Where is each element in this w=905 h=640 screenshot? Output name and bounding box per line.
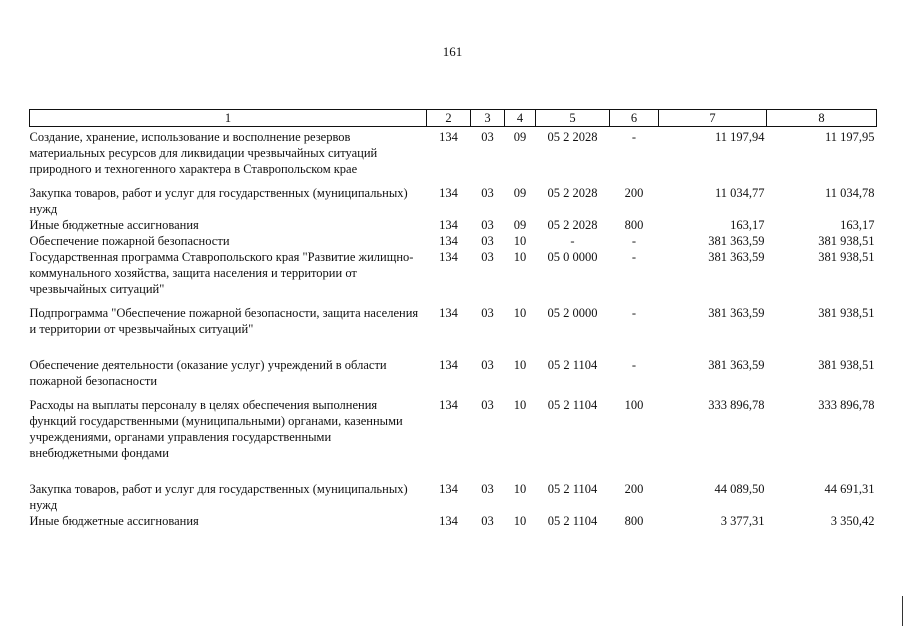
row-col-6: 800 [624,514,644,528]
row-col-6: - [631,306,637,320]
row-col-5: 05 2 2028 [547,186,598,200]
row-col-4: 10 [513,398,527,412]
row-col-3: 03 [481,218,494,232]
header-col-4: 4 [505,110,536,127]
row-col-7: 11 034,77 [714,186,765,200]
header-col-2: 2 [427,110,471,127]
row-col-3: 03 [481,398,494,412]
table-row [30,249,877,305]
row-name: Обеспечение пожарной безопасности [29,234,230,248]
row-col-3: 03 [481,306,494,320]
row-col-2: 134 [439,250,458,264]
row-col-3: 03 [481,250,494,264]
row-col-5: - [570,234,575,248]
row-col-2: 134 [439,358,458,372]
row-col-7: 333 896,78 [708,398,765,412]
row-col-4: 10 [513,250,527,264]
row-col-2: 134 [439,306,458,320]
row-col-6: - [631,130,637,144]
row-name: Государственная программа Ставропольского края "Развитие жилищно-коммунального хозяйства, защита населения и территории от чрезвычайных ситуаций" [29,250,414,296]
row-col-6: - [631,358,637,372]
row-col-6: 100 [624,398,644,412]
row-col-7: 44 089,50 [714,482,765,496]
scan-edge-mark [902,596,903,626]
row-col-4: 09 [513,218,527,232]
row-col-8: 11 034,78 [824,186,875,200]
row-col-7: 381 363,59 [708,358,765,372]
row-col-8: 381 938,51 [818,358,875,372]
row-col-5: 05 2 1104 [547,514,598,528]
header-col-3: 3 [471,110,505,127]
row-col-7: 381 363,59 [708,306,765,320]
row-col-7: 381 363,59 [708,234,765,248]
row-col-3: 03 [481,234,494,248]
row-col-5: 05 2 1104 [547,358,598,372]
row-col-2: 134 [439,130,458,144]
row-col-3: 03 [481,482,494,496]
header-col-7: 7 [659,110,767,127]
row-name: Иные бюджетные ассигнования [29,218,199,232]
row-col-4: 09 [513,186,527,200]
table-row [30,185,877,217]
row-col-2: 134 [439,234,458,248]
row-col-2: 134 [439,398,458,412]
table-row [30,127,877,186]
row-col-2: 134 [439,218,458,232]
row-col-6: - [631,234,637,248]
budget-table [29,109,877,529]
row-col-7: 11 197,94 [714,130,765,144]
table-row [30,513,877,529]
row-col-8: 44 691,31 [824,482,875,496]
row-col-4: 09 [513,130,527,144]
table-row [30,217,877,233]
row-name: Подпрограмма "Обеспечение пожарной безопасности, защита населения и территории от чрезвычайных ситуаций" [29,306,419,336]
table-row [30,357,877,397]
row-col-2: 134 [439,514,458,528]
row-col-8: 3 350,42 [830,514,875,528]
row-name: Расходы на выплаты персоналу в целях обеспечения выполнения функций государственными (муниципальными) органами, казенными учреждениями, органами управления государственными внебюджетными фондами [29,398,403,460]
header-col-8: 8 [767,110,877,127]
table-row [30,305,877,357]
row-col-3: 03 [481,186,494,200]
row-name: Закупка товаров, работ и услуг для государственных (муниципальных) нужд [29,186,408,216]
row-col-8: 381 938,51 [818,234,875,248]
row-col-4: 10 [513,514,527,528]
row-name: Иные бюджетные ассигнования [29,514,199,528]
row-col-4: 10 [513,306,527,320]
row-col-7: 3 377,31 [720,514,765,528]
table-row [30,481,877,513]
row-col-4: 10 [513,482,527,496]
row-name: Создание, хранение, использование и восполнение резервов материальных ресурсов для ликвидации чрезвычайных ситуаций природного и техногенного характера в Ставропольском крае [29,130,378,176]
row-col-3: 03 [481,358,494,372]
row-col-2: 134 [439,482,458,496]
row-col-7: 163,17 [730,218,765,232]
table-row [30,233,877,249]
row-col-5: 05 2 1104 [547,482,598,496]
row-col-2: 134 [439,186,458,200]
header-col-5: 5 [536,110,610,127]
row-col-3: 03 [481,514,494,528]
row-col-8: 381 938,51 [818,250,875,264]
row-col-8: 333 896,78 [818,398,875,412]
row-name: Закупка товаров, работ и услуг для государственных (муниципальных) нужд [29,482,408,512]
row-col-6: 800 [624,218,644,232]
row-col-4: 10 [513,234,527,248]
header-col-6: 6 [610,110,659,127]
row-col-5: 05 2 1104 [547,398,598,412]
row-col-5: 05 2 2028 [547,218,598,232]
row-col-7: 381 363,59 [708,250,765,264]
row-col-5: 05 2 2028 [547,130,598,144]
row-col-8: 11 197,95 [824,130,875,144]
row-name: Обеспечение деятельности (оказание услуг) учреждений в области пожарной безопасности [29,358,387,388]
row-col-3: 03 [481,130,494,144]
row-col-8: 163,17 [840,218,875,232]
row-col-6: - [631,250,637,264]
row-col-6: 200 [624,482,644,496]
row-col-5: 05 0 0000 [547,250,598,264]
page-number: 161 [442,44,463,59]
header-col-1: 1 [30,110,427,127]
row-col-8: 381 938,51 [818,306,875,320]
table-header-row [30,110,877,127]
row-col-5: 05 2 0000 [547,306,598,320]
row-col-4: 10 [513,358,527,372]
table-row [30,397,877,481]
row-col-6: 200 [624,186,644,200]
